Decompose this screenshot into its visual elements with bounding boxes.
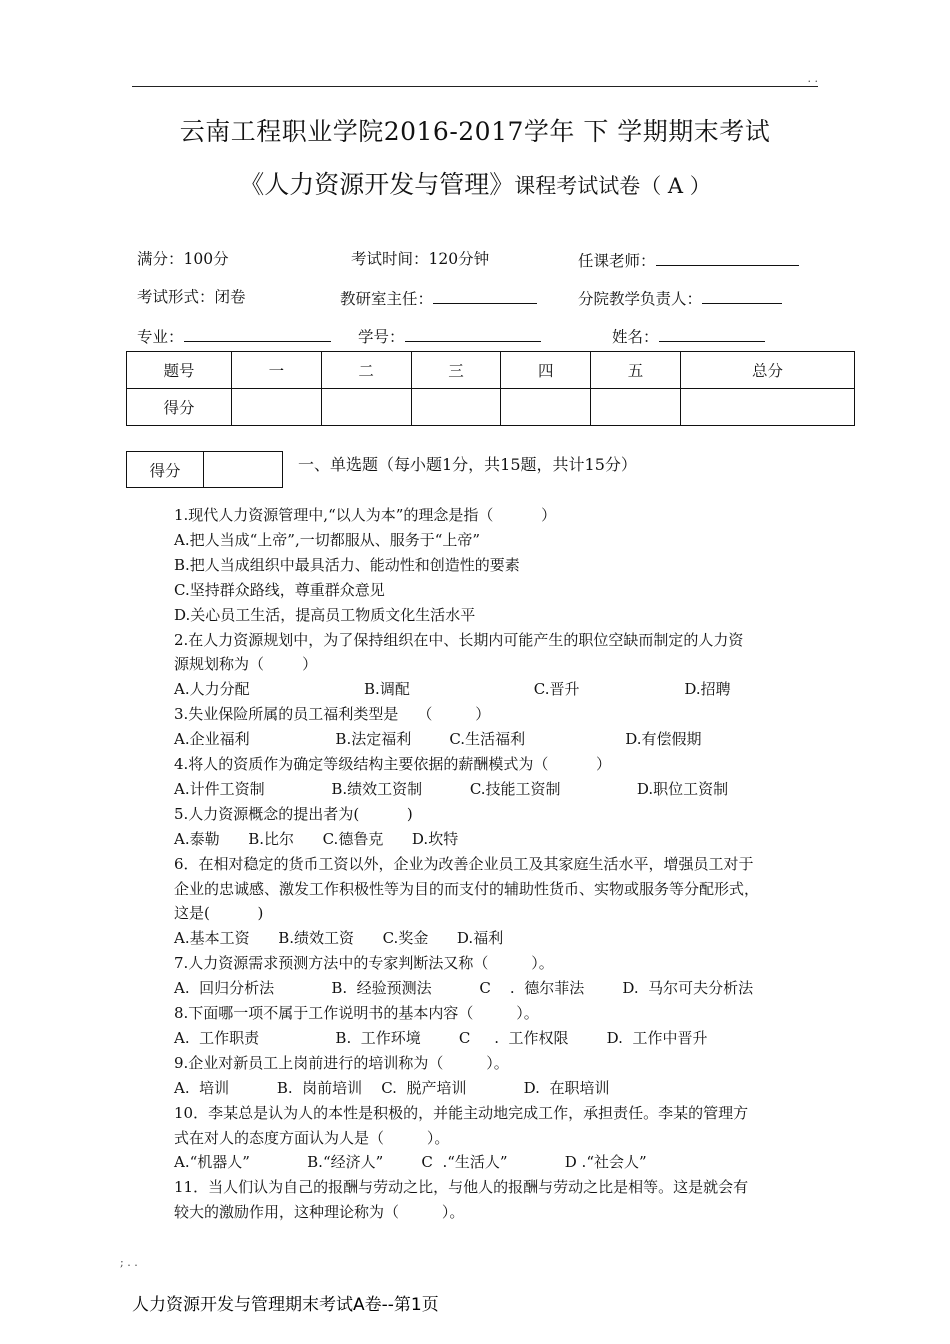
- question-line: C.坚持群众路线，尊重群众意见: [174, 580, 385, 599]
- question-line: A.泰勒 B.比尔 C.德鲁克 D.坎特: [174, 829, 459, 848]
- question-line: A.人力分配 B.调配 C.晋升 D.招聘: [174, 680, 731, 699]
- corner-mark: . .: [807, 72, 818, 85]
- major-label: 专业：: [137, 328, 184, 346]
- bottom-mark: ; . .: [120, 1256, 138, 1269]
- teacher-label: 任课老师：: [578, 252, 656, 270]
- question-line: 8.下面哪一项不属于工作说明书的基本内容（ ）。: [174, 1004, 539, 1022]
- question-line: 6．在相对稳定的货币工资以外，企业为改善企业员工及其家庭生活水平，增强员工对于: [174, 854, 754, 873]
- score-cell[interactable]: [680, 389, 854, 426]
- score-cell[interactable]: [321, 389, 411, 426]
- score-row-header: 得分: [127, 389, 232, 426]
- major-blank[interactable]: [184, 323, 331, 342]
- question-line: B.把人当成组织中最具活力、能动性和创造性的要素: [174, 555, 520, 574]
- name-field: [612, 323, 765, 347]
- question-line: 5.人力资源概念的提出者为( ): [174, 804, 413, 823]
- student-id-label: 学号：: [358, 328, 405, 346]
- score-cell[interactable]: [591, 389, 681, 426]
- question-line: 2.在人力资源规划中，为了保持组织在中、长期内可能产生的职位空缺而制定的人力资: [174, 630, 744, 649]
- question-line: D.关心员工生活，提高员工物质文化生活水平: [174, 605, 476, 624]
- question-line: 3.失业保险所属的员工福利类型是 （ ）: [174, 705, 491, 724]
- score-table: [126, 351, 855, 426]
- score-cell[interactable]: [232, 389, 322, 426]
- question-line: A.基本工资 B.绩效工资 C.奖金 D.福利: [174, 929, 504, 948]
- section-score-box: [126, 451, 283, 488]
- major-field: [137, 323, 331, 347]
- column-header: 总分: [680, 352, 854, 389]
- question-line: 式在对人的态度方面认为人是（ ）。: [174, 1128, 450, 1147]
- exam-time: 考试时间：120分钟: [351, 250, 490, 268]
- column-header: 三: [411, 352, 501, 389]
- question-line: 9.企业对新员工上岗前进行的培训称为（ ）。: [174, 1053, 509, 1072]
- column-header: 二: [321, 352, 411, 389]
- question-line: 1.现代人力资源管理中,“以人为本”的理念是指（ ）: [174, 506, 557, 524]
- question-line: A.企业福利 B.法定福利 C.生活福利 D.有偿假期: [174, 730, 702, 749]
- question-line: 较大的激励作用，这种理论称为（ ）。: [174, 1203, 465, 1222]
- teacher-field: [578, 247, 799, 271]
- question-line: 源规划称为（ ）: [174, 655, 318, 674]
- column-header: 一: [232, 352, 322, 389]
- score-table-score-row: [127, 389, 855, 426]
- name-blank[interactable]: [659, 323, 765, 342]
- header-rule: [132, 86, 818, 87]
- question-line: A.“机器人” B.“经济人” C .“生活人” D .“社会人”: [174, 1153, 647, 1172]
- score-cell[interactable]: [501, 389, 591, 426]
- question-line: 企业的忠诚感、激发工作积极性等为目的而支付的辅助性货币、实物或服务等分配形式，: [174, 879, 760, 898]
- question-line: 这是( ): [174, 904, 264, 923]
- column-header: 四: [501, 352, 591, 389]
- question-line: A. 工作职责 B. 工作环境 C . 工作权限 D. 工作中晋升: [174, 1028, 708, 1047]
- question-number-header: 题号: [127, 352, 232, 389]
- score-table-header-row: [127, 352, 855, 389]
- question-line: A. 回归分析法 B. 经验预测法 C . 德尔菲法 D. 马尔可夫分析法: [174, 979, 754, 998]
- course-title: [0, 165, 950, 201]
- name-label: 姓名：: [612, 328, 659, 346]
- exam-title: 云南工程职业学院2016-2017学年 下 学期期末考试: [179, 117, 771, 146]
- student-id-field: [358, 323, 541, 347]
- section-score-cell[interactable]: [204, 452, 283, 488]
- section-score-label: 得分: [127, 452, 204, 488]
- question-line: A. 培训 B. 岗前培训 C. 脱产培训 D. 在职培训: [174, 1078, 610, 1097]
- page-footer: 人力资源开发与管理期末考试A卷--第1页: [132, 1295, 439, 1315]
- exam-form: 考试形式：闭卷: [137, 288, 246, 306]
- course-name: 《人力资源开发与管理》: [239, 170, 515, 199]
- dean-label: 分院教学负责人：: [578, 290, 703, 308]
- full-score: 满分：100分: [137, 250, 229, 268]
- dean-blank[interactable]: [702, 285, 782, 304]
- question-line: 4.将人的资质作为确定等级结构主要依据的薪酬模式为（ ）: [174, 755, 611, 773]
- director-blank[interactable]: [433, 285, 537, 304]
- column-header: 五: [591, 352, 681, 389]
- director-field: [340, 285, 537, 309]
- question-line: A.计件工资制 B.绩效工资制 C.技能工资制 D.职位工资制: [174, 779, 729, 798]
- question-line: 10．李某总是认为人的本性是积极的，并能主动地完成工作，承担责任。李某的管理方: [174, 1103, 749, 1122]
- score-cell[interactable]: [411, 389, 501, 426]
- section-title: 一、单选题（每小题1分，共15题，共计15分）: [298, 455, 637, 474]
- student-id-blank[interactable]: [405, 323, 541, 342]
- question-line: 7.人力资源需求预测方法中的专家判断法又称（ ）。: [174, 954, 554, 973]
- director-label: 教研室主任：: [340, 290, 434, 308]
- question-line: A.把人当成“上帝”,一切都服从、服务于“上帝”: [174, 530, 481, 549]
- paper-label: 课程考试试卷（ A ）: [514, 174, 711, 198]
- teacher-blank[interactable]: [656, 247, 799, 266]
- question-line: 11．当人们认为自己的报酬与劳动之比，与他人的报酬与劳动之比是相等。这是就会有: [174, 1178, 749, 1197]
- dean-field: [578, 285, 782, 309]
